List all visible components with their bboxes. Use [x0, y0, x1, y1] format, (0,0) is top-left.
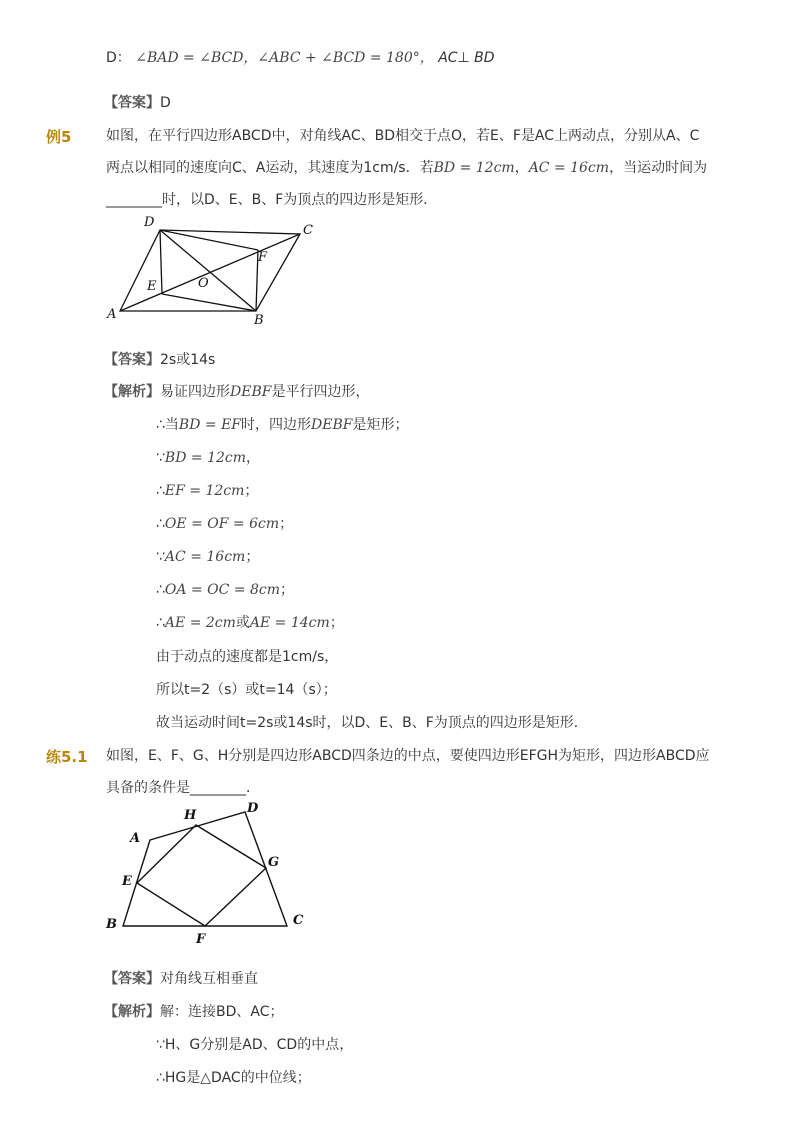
label-f: F: [196, 932, 206, 945]
analysis-step-3: [156, 481, 258, 501]
quadrilateral-abcd: [123, 812, 287, 926]
math-segment: BD = 12cm: [164, 450, 246, 466]
analysis-step-1: [156, 415, 408, 435]
analysis-step-5: [156, 547, 259, 567]
option-d-prefix: D：: [106, 50, 131, 66]
analysis-step-8: 由于动点的速度都是1cm/s，: [156, 649, 339, 665]
math-segment: OA = OC = 8cm: [164, 582, 280, 598]
answer-text: D: [160, 95, 171, 111]
text-segment: ∴: [156, 516, 165, 532]
analysis-2-step-2: ∴HG是△DAC的中位线；: [156, 1070, 311, 1086]
example-5-line-1: 如图，在平行四边形ABCD中，对角线AC、BD相交于点O，若E、F是AC上两动点，分别从A、C: [106, 128, 700, 144]
text-segment: ；: [244, 483, 259, 499]
segment-de: [160, 230, 162, 294]
label-d: D: [144, 215, 155, 230]
math-segment: DEBF: [311, 417, 353, 433]
text-segment: 易证四边形: [160, 384, 230, 400]
text-segment: ；: [279, 582, 294, 598]
analysis-tag: 【解析】: [104, 1004, 160, 1020]
text-segment: 是平行四边形，: [271, 384, 370, 400]
label-b: B: [254, 313, 264, 327]
answer-1: [104, 93, 171, 113]
text-segment: 两点以相同的速度向C、A运动，其速度为1cm/s．若: [106, 160, 434, 176]
diagonal-bd: [160, 230, 256, 311]
text-segment: ，: [246, 450, 260, 466]
example-5-line-2: [106, 158, 707, 178]
label-h: H: [184, 808, 197, 823]
answer-tag: 【答案】: [104, 352, 160, 368]
math-segment: DEBF: [230, 384, 272, 400]
analysis-step-7: [156, 613, 344, 633]
text-segment: ；: [329, 615, 344, 631]
label-c: C: [293, 913, 304, 928]
text-segment: ∴: [156, 615, 165, 631]
option-d-math: ∠BAD = ∠BCD，∠ABC + ∠BCD = 180°，: [135, 50, 434, 66]
analysis-step-6: [156, 580, 294, 600]
analysis-tag: 【解析】: [104, 384, 160, 400]
label-b: B: [106, 917, 117, 932]
answer-text: 对角线互相垂直: [160, 971, 258, 987]
text-segment: 解：连接BD、AC；: [160, 1004, 284, 1020]
text-segment: ∴: [156, 582, 165, 598]
math-segment: OE = OF = 6cm: [164, 516, 280, 532]
answer-tag: 【答案】: [104, 971, 160, 987]
math-segment: AE = 2cm: [164, 615, 236, 631]
label-o: O: [198, 276, 209, 291]
text-segment: ，: [514, 160, 529, 176]
math-segment: EF = 12cm: [164, 483, 245, 499]
text-segment: 或: [235, 615, 250, 631]
text-segment: ；: [245, 549, 260, 565]
label-f: F: [258, 250, 268, 265]
analysis-step-10: 故当运动时间t=2s或14s时，以D、E、B、F为顶点的四边形是矩形．: [156, 715, 588, 731]
analysis-step-2: [156, 448, 260, 468]
text-segment: 是矩形；: [352, 417, 409, 433]
label-e: E: [147, 279, 157, 294]
text-segment: ∴当: [156, 417, 179, 433]
answer-3: [104, 969, 258, 989]
text-segment: ；: [279, 516, 294, 532]
label-d: D: [247, 801, 259, 816]
analysis-step-4: [156, 514, 293, 534]
answer-text: 2s或14s: [160, 352, 216, 368]
option-d-tail: AC⊥ BD: [438, 50, 495, 66]
math-segment: AC = 16cm: [164, 549, 246, 565]
exercise-5-1-line-1: 如图，E、F、G、H分别是四边形ABCD四条边的中点，要使四边形EFGH为矩形，四边形ABCD应: [106, 748, 710, 764]
label-a: A: [130, 831, 141, 846]
label-a: A: [107, 307, 117, 322]
analysis-2-intro: [104, 1002, 284, 1022]
label-c: C: [303, 223, 313, 238]
option-d-line: [106, 48, 495, 68]
text-segment: ∵: [156, 549, 165, 565]
label-e: E: [122, 874, 132, 889]
analysis-step-9: 所以t=2（s）或t=14（s）；: [156, 682, 337, 698]
quadrilateral-figure: [100, 800, 315, 945]
answer-2: [104, 350, 215, 370]
text-segment: ，当运动时间为: [609, 160, 708, 176]
exercise-5-1-label: 练5.1: [46, 748, 88, 766]
analysis-2-step-1: ∵H、G分别是AD、CD的中点，: [156, 1037, 354, 1053]
text-segment: ∴: [156, 483, 165, 499]
label-g: G: [268, 855, 280, 870]
math-segment: BD = EF: [178, 417, 241, 433]
math-segment: AE = 14cm: [249, 615, 330, 631]
segment-eb: [162, 294, 256, 311]
text-segment: 时，四边形: [241, 417, 311, 433]
math-segment: BD = 12cm: [433, 160, 515, 176]
parallelogram-figure: [100, 212, 320, 327]
analysis-1-intro: [104, 382, 369, 402]
example-5-line-3: ________时，以D、E、B、F为顶点的四边形是矩形．: [106, 192, 438, 208]
answer-tag: 【答案】: [104, 95, 160, 111]
text-segment: ∵: [156, 450, 165, 466]
math-segment: AC = 16cm: [528, 160, 610, 176]
exercise-5-1-line-2: 具备的条件是________．: [106, 780, 260, 796]
example-5-label: 例5: [46, 128, 72, 146]
quadrilateral-efgh: [137, 825, 266, 926]
